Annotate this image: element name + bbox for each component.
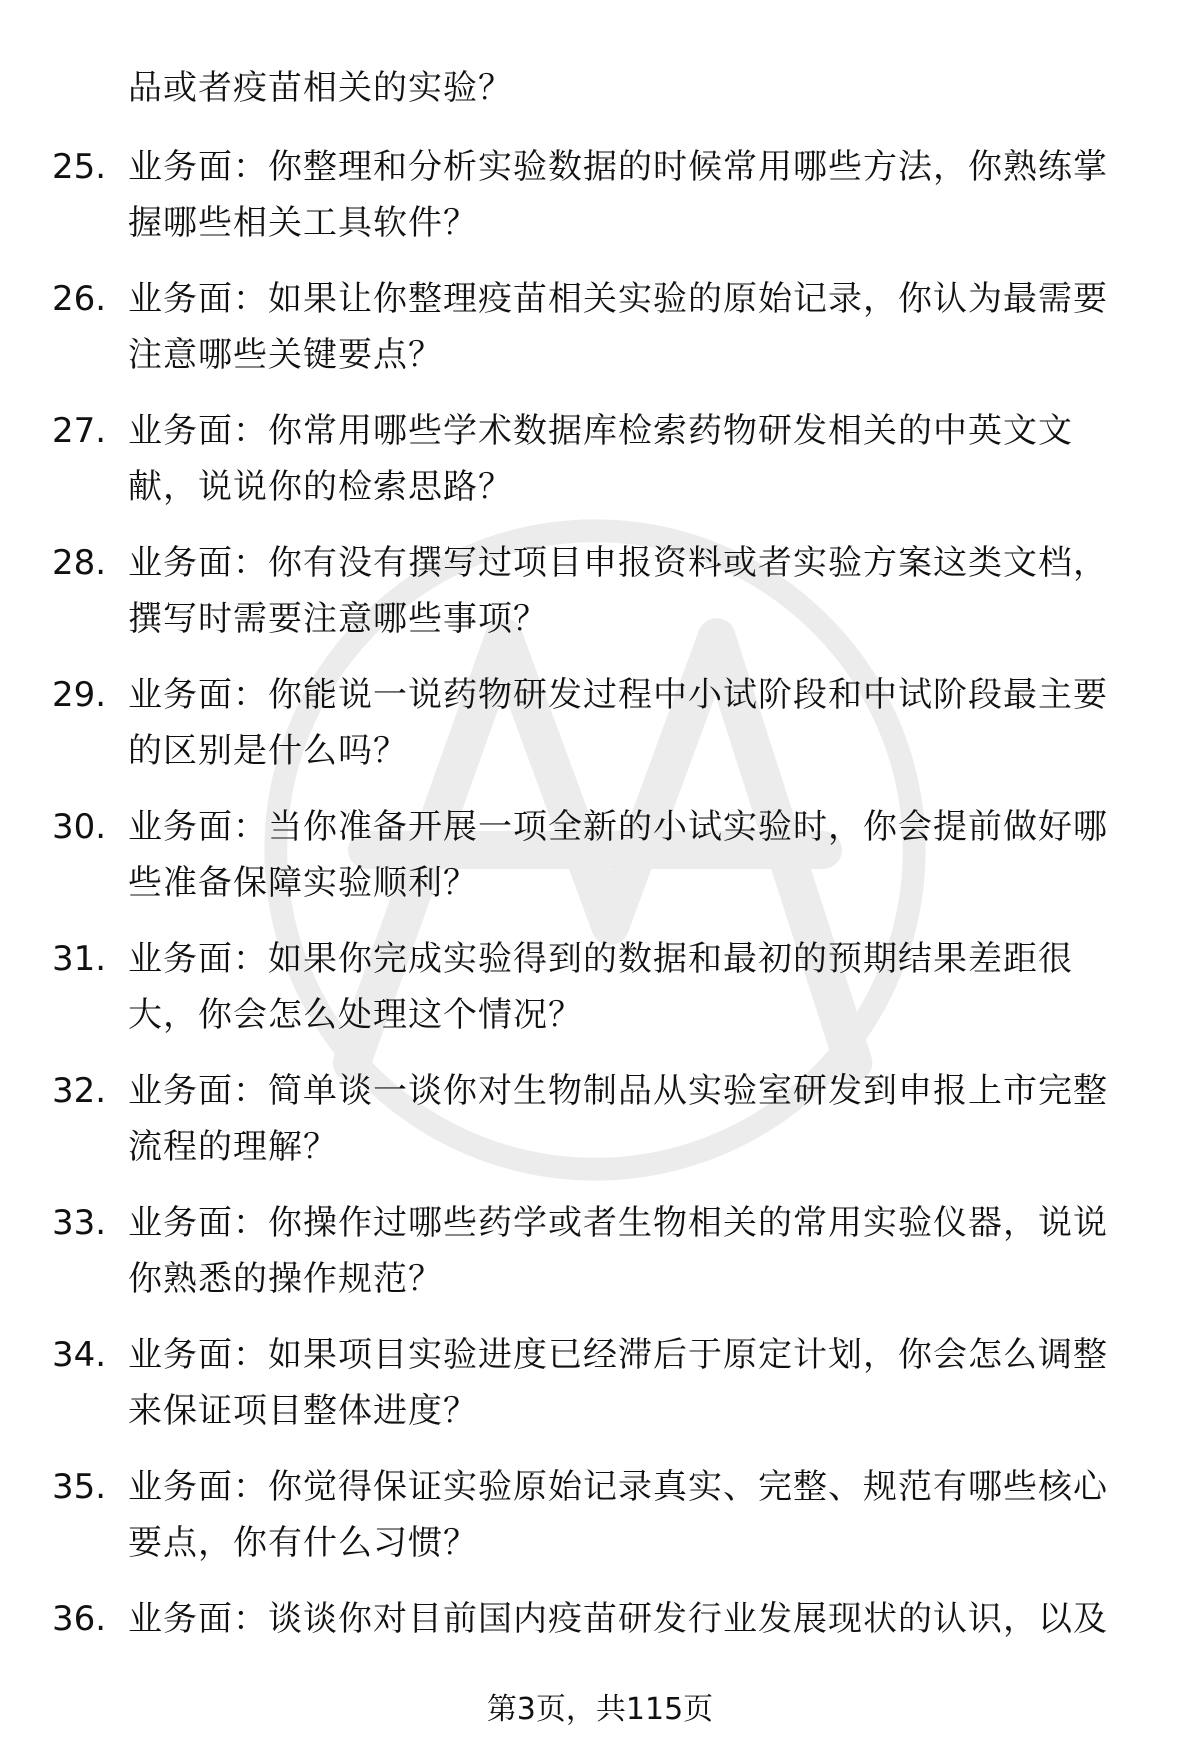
question-text: 业务面：你常用哪些学术数据库检索药物研发相关的中英文文献，说说你的检索思路？: [128, 411, 1073, 507]
question-text: 业务面：谈谈你对目前国内疫苗研发行业发展现状的认识，以及: [128, 1599, 1108, 1639]
question-item: [0, 799, 1200, 931]
question-item: [0, 931, 1200, 1063]
question-number: 30.: [52, 807, 107, 847]
question-text: 业务面：你有没有撰写过项目申报资料或者实验方案这类文档，撰写时需要注意哪些事项？: [128, 543, 1108, 639]
question-text: 业务面：你能说一说药物研发过程中小试阶段和中试阶段最主要的区别是什么吗？: [128, 675, 1108, 771]
continuation-text: 品或者疫苗相关的实验？: [128, 68, 513, 108]
question-number: 32.: [52, 1071, 107, 1111]
question-text: 业务面：你觉得保证实验原始记录真实、完整、规范有哪些核心要点，你有什么习惯？: [128, 1467, 1108, 1563]
question-text: 业务面：如果项目实验进度已经滞后于原定计划，你会怎么调整来保证项目整体进度？: [128, 1335, 1108, 1431]
question-number: 35.: [52, 1467, 107, 1507]
question-text: 业务面：当你准备开展一项全新的小试实验时，你会提前做好哪些准备保障实验顺利？: [128, 807, 1108, 903]
page-footer: 第3页，共115页: [486, 1692, 714, 1727]
question-number: 36.: [52, 1599, 107, 1639]
question-number: 31.: [52, 939, 107, 979]
question-text: 业务面：如果让你整理疫苗相关实验的原始记录，你认为最需要注意哪些关键要点？: [128, 279, 1108, 375]
question-number: 27.: [52, 411, 107, 451]
question-number: 25.: [52, 147, 107, 187]
question-number: 29.: [52, 675, 107, 715]
question-number: 34.: [52, 1335, 107, 1375]
question-number: 33.: [52, 1203, 107, 1243]
question-text: 业务面：简单谈一谈你对生物制品从实验室研发到申报上市完整流程的理解？: [128, 1071, 1108, 1167]
question-text: 业务面：如果你完成实验得到的数据和最初的预期结果差距很大，你会怎么处理这个情况？: [128, 939, 1073, 1035]
question-list: [0, 139, 1200, 1723]
question-item: [0, 271, 1200, 403]
question-item: [0, 535, 1200, 667]
question-number: 28.: [52, 543, 107, 583]
question-number: 26.: [52, 279, 107, 319]
question-item: [0, 1063, 1200, 1195]
question-item: [0, 1195, 1200, 1327]
question-item: [0, 403, 1200, 535]
question-item: [0, 1327, 1200, 1459]
question-text: 业务面：你操作过哪些药学或者生物相关的常用实验仪器，说说你熟悉的操作规范？: [128, 1203, 1108, 1299]
question-text: 业务面：你整理和分析实验数据的时候常用哪些方法，你熟练掌握哪些相关工具软件？: [128, 147, 1108, 243]
question-item: [0, 667, 1200, 799]
question-item: [0, 139, 1200, 271]
question-item: [0, 1459, 1200, 1591]
